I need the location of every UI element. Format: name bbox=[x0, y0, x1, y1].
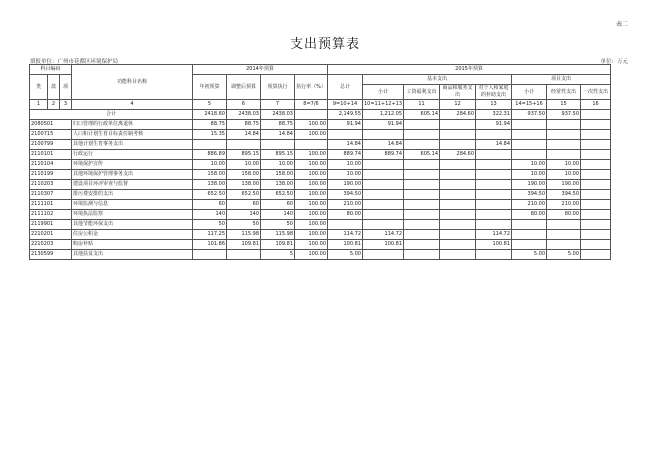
table-number-tag: 表二 bbox=[615, 21, 628, 28]
header-xiang: 项 bbox=[60, 75, 72, 100]
amount-cell: 158.00 bbox=[227, 170, 261, 180]
table-row bbox=[30, 190, 611, 200]
subject-code: 2119901 bbox=[30, 220, 72, 230]
amount-cell bbox=[363, 200, 404, 210]
header-adjusted: 调整后预算 bbox=[227, 75, 261, 100]
table-row bbox=[30, 150, 611, 160]
total-cell: 2438.03 bbox=[227, 110, 261, 120]
amount-cell bbox=[440, 220, 476, 230]
subject-code: 2110307 bbox=[30, 190, 72, 200]
amount-cell: 115.98 bbox=[227, 230, 261, 240]
header-2015: 2015年预算 bbox=[328, 65, 611, 75]
index-cell: 9=10+14 bbox=[328, 100, 363, 110]
amount-cell bbox=[404, 170, 440, 180]
amount-cell bbox=[581, 120, 611, 130]
amount-cell: 100.00 bbox=[295, 160, 328, 170]
amount-cell bbox=[440, 170, 476, 180]
amount-cell: 50 bbox=[227, 220, 261, 230]
amount-cell: 652.50 bbox=[193, 190, 227, 200]
subject-code: 2210203 bbox=[30, 240, 72, 250]
amount-cell bbox=[547, 240, 581, 250]
amount-cell: 115.98 bbox=[261, 230, 295, 240]
amount-cell bbox=[363, 130, 404, 140]
subject-code: 2100799 bbox=[30, 140, 72, 150]
amount-cell: 605.14 bbox=[404, 150, 440, 160]
amount-cell bbox=[404, 230, 440, 240]
subject-name: 环境保护宣传 bbox=[72, 160, 193, 170]
amount-cell bbox=[404, 220, 440, 230]
amount-cell: 889.74 bbox=[363, 150, 404, 160]
amount-cell bbox=[476, 190, 512, 200]
amount-cell: 140 bbox=[193, 210, 227, 220]
amount-cell bbox=[581, 250, 611, 260]
amount-cell: 895.15 bbox=[227, 150, 261, 160]
amount-cell bbox=[547, 120, 581, 130]
table-row bbox=[30, 160, 611, 170]
amount-cell bbox=[440, 160, 476, 170]
amount-cell bbox=[512, 130, 547, 140]
index-cell: 16 bbox=[581, 100, 611, 110]
amount-cell bbox=[193, 140, 227, 150]
amount-cell: 652.50 bbox=[261, 190, 295, 200]
amount-cell bbox=[581, 240, 611, 250]
header-lei: 类 bbox=[30, 75, 48, 100]
amount-cell bbox=[512, 220, 547, 230]
amount-cell: 100.00 bbox=[295, 170, 328, 180]
header-initial: 年初预算 bbox=[193, 75, 227, 100]
amount-cell: 91.94 bbox=[363, 120, 404, 130]
subject-code: 2210201 bbox=[30, 230, 72, 240]
amount-cell bbox=[581, 160, 611, 170]
amount-cell bbox=[476, 250, 512, 260]
total-cell: 2438.03 bbox=[261, 110, 295, 120]
budget-table bbox=[29, 64, 611, 260]
index-cell: 5 bbox=[193, 100, 227, 110]
total-row bbox=[30, 110, 611, 120]
amount-cell bbox=[476, 200, 512, 210]
amount-cell bbox=[440, 210, 476, 220]
index-cell: 15 bbox=[547, 100, 581, 110]
amount-cell: 158.00 bbox=[193, 170, 227, 180]
subject-code: 2130599 bbox=[30, 250, 72, 260]
amount-cell bbox=[547, 220, 581, 230]
total-cell: 322.31 bbox=[476, 110, 512, 120]
amount-cell: 100.00 bbox=[295, 200, 328, 210]
amount-cell: 109.81 bbox=[227, 240, 261, 250]
amount-cell: 10.00 bbox=[328, 160, 363, 170]
total-cell: 937.50 bbox=[512, 110, 547, 120]
amount-cell bbox=[404, 240, 440, 250]
amount-cell: 60 bbox=[193, 200, 227, 210]
table-row bbox=[30, 130, 611, 140]
subject-name: 环境执法监察 bbox=[72, 210, 193, 220]
amount-cell: 50 bbox=[261, 220, 295, 230]
amount-cell bbox=[581, 200, 611, 210]
total-cell: 1,212.05 bbox=[363, 110, 404, 120]
amount-cell: 190.00 bbox=[512, 180, 547, 190]
subject-name: 其他计划生育事务支出 bbox=[72, 140, 193, 150]
total-cell: 2418.60 bbox=[193, 110, 227, 120]
amount-cell bbox=[363, 170, 404, 180]
subject-code: 2100715 bbox=[30, 130, 72, 140]
index-row bbox=[30, 100, 611, 110]
amount-cell: 10.00 bbox=[328, 170, 363, 180]
amount-cell: 284.60 bbox=[440, 150, 476, 160]
amount-cell: 10.00 bbox=[227, 160, 261, 170]
amount-cell bbox=[476, 220, 512, 230]
amount-cell bbox=[581, 210, 611, 220]
amount-cell: 14.84 bbox=[476, 140, 512, 150]
table-row bbox=[30, 220, 611, 230]
amount-cell bbox=[440, 240, 476, 250]
amount-cell bbox=[547, 140, 581, 150]
index-cell: 11 bbox=[404, 100, 440, 110]
table-row bbox=[30, 230, 611, 240]
subject-name: 其他扶贫支出 bbox=[72, 250, 193, 260]
subject-name: 建设项目环评审查与监督 bbox=[72, 180, 193, 190]
subject-name: 其他节能环保支出 bbox=[72, 220, 193, 230]
amount-cell: 80.00 bbox=[328, 210, 363, 220]
amount-cell bbox=[476, 150, 512, 160]
index-cell: 7 bbox=[261, 100, 295, 110]
amount-cell bbox=[440, 250, 476, 260]
amount-cell: 100.81 bbox=[476, 240, 512, 250]
amount-cell bbox=[581, 180, 611, 190]
subject-code: 2110101 bbox=[30, 150, 72, 160]
header-executed: 预算执行 bbox=[261, 75, 295, 100]
header-recurrent: 经常性支出 bbox=[547, 85, 581, 100]
amount-cell bbox=[440, 120, 476, 130]
amount-cell bbox=[363, 180, 404, 190]
amount-cell: 14.84 bbox=[328, 140, 363, 150]
subject-name: 环境监测与信息 bbox=[72, 200, 193, 210]
table-row bbox=[30, 250, 611, 260]
amount-cell: 14.84 bbox=[261, 130, 295, 140]
table-row bbox=[30, 140, 611, 150]
amount-cell: 91.94 bbox=[328, 120, 363, 130]
header-subtotal: 小计 bbox=[363, 85, 404, 100]
subject-code: 2110104 bbox=[30, 160, 72, 170]
subject-code: 2110203 bbox=[30, 180, 72, 190]
amount-cell bbox=[581, 230, 611, 240]
amount-cell: 889.74 bbox=[328, 150, 363, 160]
header-2014: 2014年预算 bbox=[193, 65, 328, 75]
amount-cell bbox=[440, 130, 476, 140]
amount-cell: 60 bbox=[227, 200, 261, 210]
amount-cell bbox=[512, 150, 547, 160]
amount-cell: 88.75 bbox=[227, 120, 261, 130]
amount-cell: 114.72 bbox=[328, 230, 363, 240]
amount-cell: 210.00 bbox=[512, 200, 547, 210]
amount-cell bbox=[404, 120, 440, 130]
amount-cell: 10.00 bbox=[547, 160, 581, 170]
header-code: 科目编码 bbox=[30, 65, 72, 75]
amount-cell: 138.00 bbox=[227, 180, 261, 190]
index-cell: 12 bbox=[440, 100, 476, 110]
amount-cell: 15.35 bbox=[193, 130, 227, 140]
amount-cell: 394.50 bbox=[547, 190, 581, 200]
amount-cell bbox=[193, 250, 227, 260]
amount-cell bbox=[440, 230, 476, 240]
amount-cell: 5.00 bbox=[328, 250, 363, 260]
amount-cell: 190.00 bbox=[328, 180, 363, 190]
index-cell: 8=7/6 bbox=[295, 100, 328, 110]
amount-cell: 10.00 bbox=[512, 170, 547, 180]
amount-cell: 91.94 bbox=[476, 120, 512, 130]
header-rate: 执行率（%） bbox=[295, 75, 328, 100]
amount-cell bbox=[404, 200, 440, 210]
index-cell: 14=15+16 bbox=[512, 100, 547, 110]
total-cell bbox=[581, 110, 611, 120]
amount-cell bbox=[227, 140, 261, 150]
amount-cell bbox=[404, 210, 440, 220]
reporting-unit: 填报单位：广州市花都区环境保护局 bbox=[30, 59, 119, 65]
amount-cell bbox=[581, 190, 611, 200]
subject-code: 2111102 bbox=[30, 210, 72, 220]
subject-code: 2080501 bbox=[30, 120, 72, 130]
amount-cell: 50 bbox=[193, 220, 227, 230]
amount-cell: 10.00 bbox=[547, 170, 581, 180]
amount-cell: 88.75 bbox=[261, 120, 295, 130]
subject-name: 排污费安排的支出 bbox=[72, 190, 193, 200]
amount-cell: 210.00 bbox=[328, 200, 363, 210]
index-cell: 4 bbox=[72, 100, 193, 110]
amount-cell bbox=[512, 230, 547, 240]
amount-cell bbox=[261, 140, 295, 150]
amount-cell: 100.00 bbox=[295, 120, 328, 130]
amount-cell bbox=[581, 170, 611, 180]
amount-cell bbox=[476, 160, 512, 170]
amount-cell: 60 bbox=[261, 200, 295, 210]
amount-cell bbox=[512, 120, 547, 130]
amount-cell bbox=[328, 130, 363, 140]
amount-cell: 394.50 bbox=[328, 190, 363, 200]
amount-cell bbox=[440, 180, 476, 190]
amount-cell: 100.00 bbox=[295, 130, 328, 140]
index-cell: 3 bbox=[60, 100, 72, 110]
amount-cell bbox=[547, 130, 581, 140]
index-cell: 6 bbox=[227, 100, 261, 110]
amount-cell: 100.00 bbox=[295, 180, 328, 190]
amount-cell: 101.86 bbox=[193, 240, 227, 250]
amount-cell: 14.84 bbox=[227, 130, 261, 140]
amount-cell: 80.00 bbox=[547, 210, 581, 220]
header-onetime: 一次性支出 bbox=[581, 85, 611, 100]
amount-cell: 140 bbox=[261, 210, 295, 220]
amount-cell: 5.00 bbox=[547, 250, 581, 260]
amount-cell: 10.00 bbox=[261, 160, 295, 170]
header-personal: 对个人和家庭的补助支出 bbox=[476, 85, 512, 100]
amount-cell bbox=[404, 180, 440, 190]
amount-cell: 140 bbox=[227, 210, 261, 220]
amount-cell bbox=[512, 240, 547, 250]
amount-cell: 100.00 bbox=[295, 220, 328, 230]
amount-cell bbox=[363, 190, 404, 200]
header-kuan: 款 bbox=[48, 75, 60, 100]
total-cell: 937.50 bbox=[547, 110, 581, 120]
subject-name: 住房公积金 bbox=[72, 230, 193, 240]
amount-cell: 100.00 bbox=[295, 240, 328, 250]
amount-cell: 5 bbox=[261, 250, 295, 260]
amount-cell bbox=[404, 140, 440, 150]
subject-name: 人口和计划生育目标责任制考核 bbox=[72, 130, 193, 140]
index-cell: 1 bbox=[30, 100, 48, 110]
header-basic: 基本支出 bbox=[363, 75, 512, 85]
amount-cell bbox=[295, 140, 328, 150]
amount-cell: 10.00 bbox=[193, 160, 227, 170]
header-name: 功能科目名称 bbox=[72, 65, 193, 100]
subject-name: 归口管理的行政单位离退休 bbox=[72, 120, 193, 130]
total-label: 合计 bbox=[30, 110, 193, 120]
subject-name: 购房补贴 bbox=[72, 240, 193, 250]
amount-cell: 210.00 bbox=[547, 200, 581, 210]
subject-code: 2110199 bbox=[30, 170, 72, 180]
amount-cell bbox=[581, 130, 611, 140]
amount-cell bbox=[440, 140, 476, 150]
total-cell bbox=[295, 110, 328, 120]
amount-cell bbox=[363, 160, 404, 170]
table-row bbox=[30, 170, 611, 180]
amount-cell: 114.72 bbox=[476, 230, 512, 240]
amount-cell: 138.00 bbox=[193, 180, 227, 190]
amount-cell: 394.50 bbox=[512, 190, 547, 200]
amount-cell bbox=[581, 150, 611, 160]
amount-cell bbox=[547, 230, 581, 240]
amount-cell bbox=[363, 250, 404, 260]
amount-cell: 652.50 bbox=[227, 190, 261, 200]
subject-code: 2111101 bbox=[30, 200, 72, 210]
header-project-subtotal: 小计 bbox=[512, 85, 547, 100]
amount-cell bbox=[363, 220, 404, 230]
table-row bbox=[30, 200, 611, 210]
amount-cell bbox=[404, 190, 440, 200]
amount-cell: 10.00 bbox=[512, 160, 547, 170]
amount-cell: 190.00 bbox=[547, 180, 581, 190]
header-total: 总计 bbox=[328, 75, 363, 100]
amount-cell bbox=[440, 200, 476, 210]
amount-cell bbox=[404, 250, 440, 260]
subject-name: 行政运行 bbox=[72, 150, 193, 160]
index-cell: 13 bbox=[476, 100, 512, 110]
amount-cell: 100.81 bbox=[363, 240, 404, 250]
amount-cell: 886.89 bbox=[193, 150, 227, 160]
amount-cell bbox=[404, 160, 440, 170]
subject-name: 其他环境保护管理事务支出 bbox=[72, 170, 193, 180]
amount-cell: 895.15 bbox=[261, 150, 295, 160]
index-cell: 2 bbox=[48, 100, 60, 110]
page-title: 支出预算表 bbox=[289, 37, 360, 52]
table-row bbox=[30, 120, 611, 130]
amount-cell: 109.81 bbox=[261, 240, 295, 250]
amount-cell bbox=[227, 250, 261, 260]
total-cell: 605.14 bbox=[404, 110, 440, 120]
amount-cell bbox=[476, 170, 512, 180]
header-goods: 商品和服务支出 bbox=[440, 85, 476, 100]
amount-cell: 114.72 bbox=[363, 230, 404, 240]
amount-cell: 100.00 bbox=[295, 210, 328, 220]
amount-cell: 158.00 bbox=[261, 170, 295, 180]
amount-cell: 117.25 bbox=[193, 230, 227, 240]
amount-cell bbox=[404, 130, 440, 140]
table-row bbox=[30, 240, 611, 250]
amount-cell: 14.84 bbox=[363, 140, 404, 150]
amount-cell: 88.75 bbox=[193, 120, 227, 130]
amount-cell bbox=[476, 180, 512, 190]
total-cell: 284.60 bbox=[440, 110, 476, 120]
amount-cell bbox=[476, 210, 512, 220]
amount-cell: 100.00 bbox=[295, 250, 328, 260]
amount-cell: 80.00 bbox=[512, 210, 547, 220]
total-cell: 2,149.55 bbox=[328, 110, 363, 120]
currency-unit: 单位：万元 bbox=[600, 59, 628, 65]
table-row bbox=[30, 210, 611, 220]
amount-cell bbox=[440, 190, 476, 200]
amount-cell bbox=[328, 220, 363, 230]
amount-cell bbox=[512, 140, 547, 150]
amount-cell: 100.81 bbox=[328, 240, 363, 250]
amount-cell bbox=[581, 140, 611, 150]
amount-cell: 100.00 bbox=[295, 150, 328, 160]
amount-cell bbox=[581, 220, 611, 230]
header-wage: 工资福利支出 bbox=[404, 85, 440, 100]
index-cell: 10=11+12+13 bbox=[363, 100, 404, 110]
header-project: 项目支出 bbox=[512, 75, 611, 85]
table-row bbox=[30, 180, 611, 190]
amount-cell: 138.00 bbox=[261, 180, 295, 190]
amount-cell: 100.00 bbox=[295, 190, 328, 200]
amount-cell: 100.00 bbox=[295, 230, 328, 240]
amount-cell: 5.00 bbox=[512, 250, 547, 260]
amount-cell bbox=[476, 130, 512, 140]
amount-cell bbox=[363, 210, 404, 220]
amount-cell bbox=[547, 150, 581, 160]
